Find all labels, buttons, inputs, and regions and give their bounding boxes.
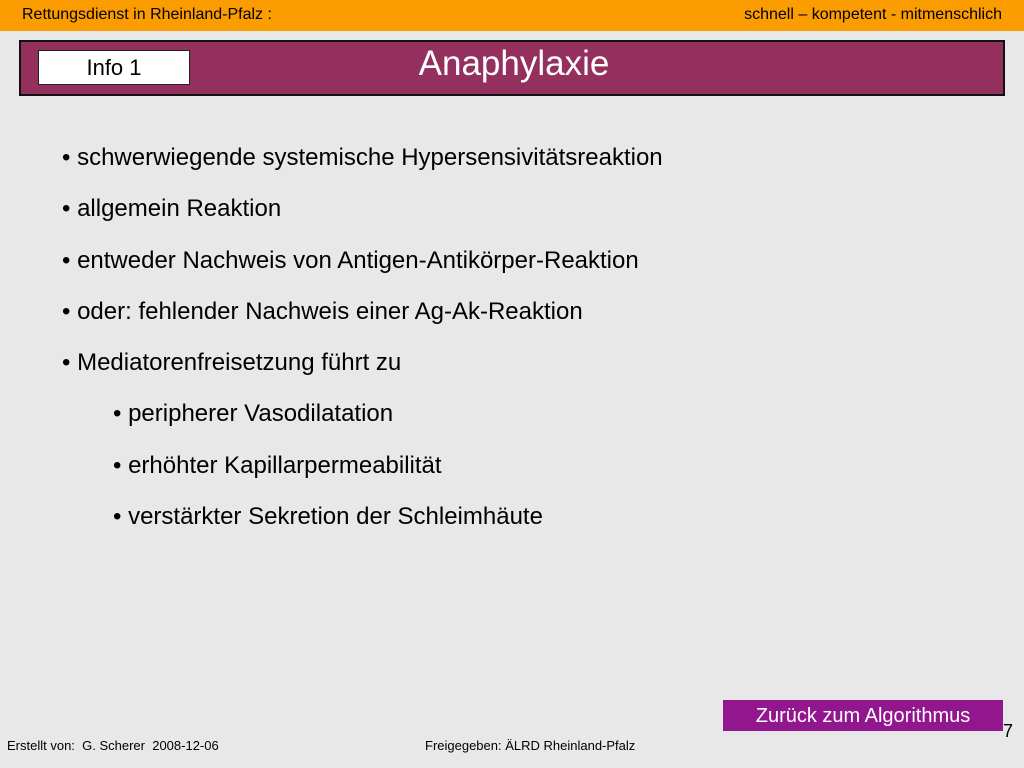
slide-title: Anaphylaxie (418, 44, 610, 83)
bullet-list (62, 142, 663, 552)
footer-approved: Freigegeben: ÄLRD Rheinland-Pfalz (425, 738, 636, 753)
sub-bullet-item: • erhöhter Kapillarpermeabilität (113, 451, 442, 479)
sub-bullet-item: • peripherer Vasodilatation (113, 400, 394, 428)
header-bar (0, 0, 1024, 31)
header-organization: Rettungsdienst in Rheinland-Pfalz : (22, 6, 272, 23)
header-slogan: schnell – kompetent - mitmenschlich (744, 6, 1002, 23)
page-number: 7 (1003, 721, 1014, 741)
bullet-item: • oder: fehlender Nachweis einer Ag-Ak-Reaktion (62, 297, 583, 325)
bullet-item: • Mediatorenfreisetzung führt zu (62, 349, 402, 377)
title-bar (19, 40, 1005, 96)
footer-created: Erstellt von: G. Scherer 2008-12-06 (7, 738, 219, 753)
sub-bullet-item: • verstärkter Sekretion der Schleimhäute (113, 503, 543, 531)
bullet-item: • schwerwiegende systemische Hypersensivitätsreaktion (62, 144, 663, 171)
bullet-item: • allgemein Reaktion (62, 195, 282, 223)
bullet-item: • entweder Nachweis von Antigen-Antikörper-Reaktion (62, 246, 639, 274)
back-to-algorithm-button[interactable]: Zurück zum Algorithmus (723, 700, 1003, 731)
info-label: Info 1 (38, 50, 190, 85)
